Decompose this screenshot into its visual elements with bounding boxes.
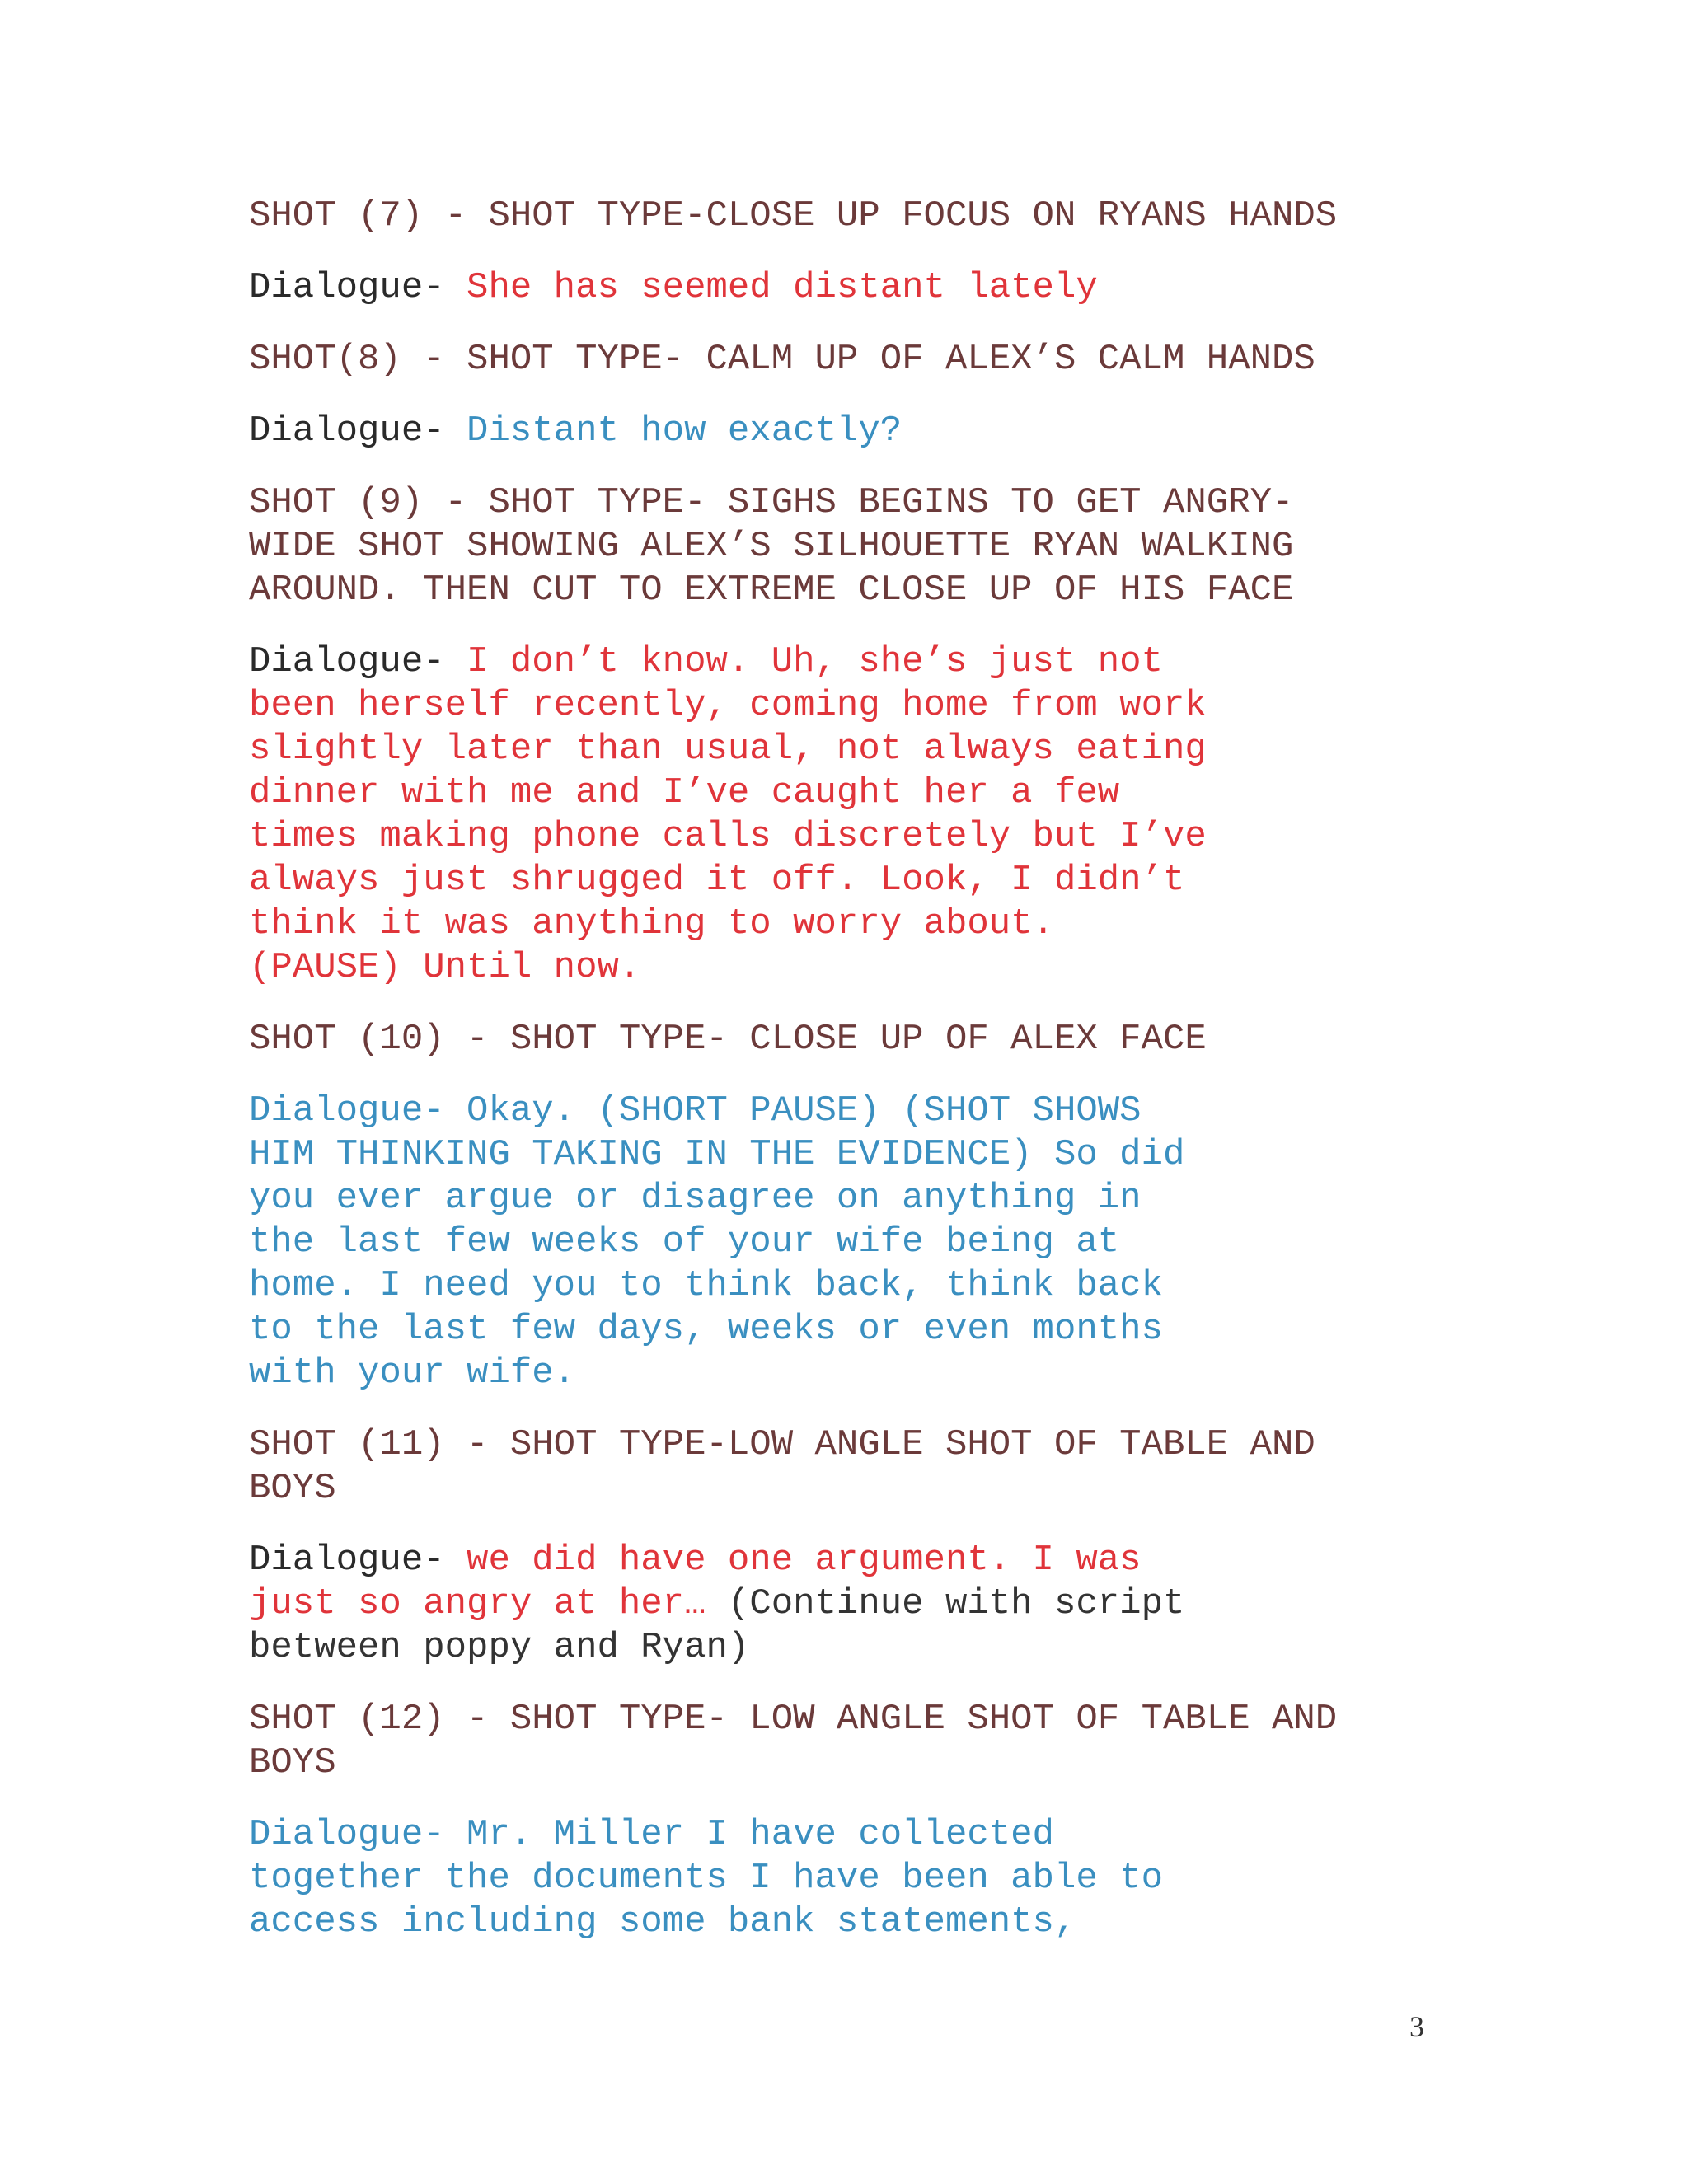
dialogue-shot-11 xyxy=(249,1539,1469,1670)
ryan-dialogue-text: I don’t know. Uh, she’s just not been herself recently, coming home from work slightly later than usual, not always eating dinner with me and I’ve caught her a few times making phone calls discretely but I’ve always just shrugged it off. Look, I didn’t think it was anything to worry about. (PAUSE) Until now. xyxy=(249,641,1207,988)
shot-11-heading: SHOT (11) - SHOT TYPE-LOW ANGLE SHOT OF TABLE AND BOYS xyxy=(249,1424,1315,1509)
shot-10-heading: SHOT (10) - SHOT TYPE- CLOSE UP OF ALEX FACE xyxy=(249,1019,1207,1060)
dialogue-shot-12: Dialogue- Mr. Miller I have collected together the documents I have been able to access including some bank statements, xyxy=(249,1814,1163,1943)
dialogue-label: Dialogue- xyxy=(249,267,467,308)
dialogue-shot-7 xyxy=(249,266,1469,310)
shot-8-heading: SHOT(8) - SHOT TYPE- CALM UP OF ALEX’S CALM HANDS xyxy=(249,339,1315,380)
dialogue-label: Dialogue- xyxy=(249,641,467,682)
shot-7-heading: SHOT (7) - SHOT TYPE-CLOSE UP FOCUS ON RYANS HANDS xyxy=(249,195,1338,237)
dialogue-label: Dialogue- xyxy=(249,1540,467,1581)
ryan-dialogue-text: we did have one argument. I was just so angry at her… xyxy=(249,1540,1142,1624)
shot-12-heading: SHOT (12) - SHOT TYPE- LOW ANGLE SHOT OF TABLE AND BOYS xyxy=(249,1699,1338,1783)
script-note: (Continue with script between poppy and Ryan) xyxy=(249,1583,1185,1668)
dialogue-shot-9 xyxy=(249,640,1469,990)
ryan-dialogue-text: She has seemed distant lately xyxy=(467,267,1098,308)
dialogue-label: Dialogue- xyxy=(249,410,467,452)
dialogue-shot-10: Dialogue- Okay. (SHORT PAUSE) (SHOT SHOWS HIM THINKING TAKING IN THE EVIDENCE) So did you ever argue or disagree on anything in the last few weeks of your wife being at home. I need you to think back, think back to the last few days, weeks or even months with your wife. xyxy=(249,1090,1185,1394)
alex-dialogue-text: Distant how exactly? xyxy=(467,410,903,452)
page-number: 3 xyxy=(1409,2010,1424,2043)
shot-9-heading: SHOT (9) - SHOT TYPE- SIGHS BEGINS TO GET ANGRY- WIDE SHOT SHOWING ALEX’S SILHOUETTE RYAN WALKING AROUND. THEN CUT TO EXTREME CLOSE UP OF HIS FACE xyxy=(249,482,1294,611)
dialogue-shot-8 xyxy=(249,410,1469,453)
script-content xyxy=(249,194,1469,1972)
